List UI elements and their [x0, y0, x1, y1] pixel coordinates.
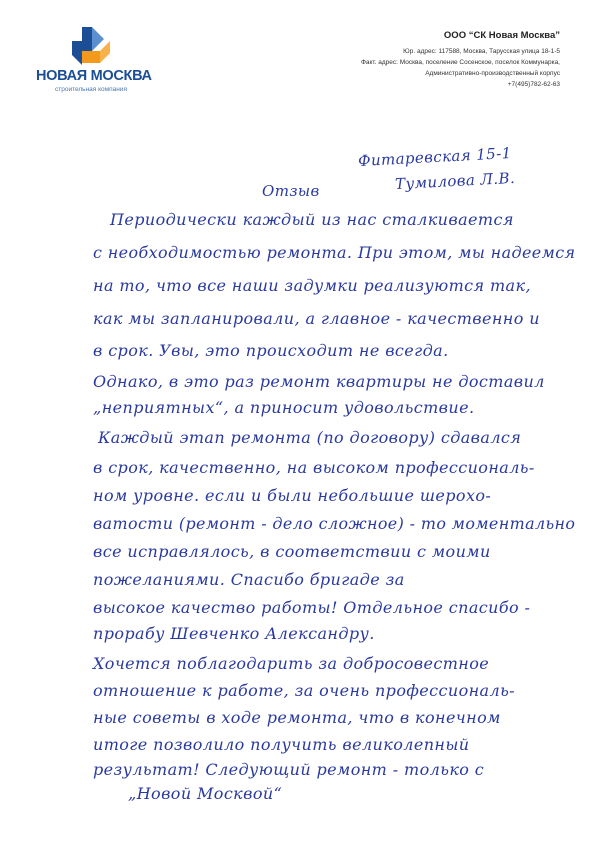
actual-address-cont: Административно-производственный корпус [425, 70, 560, 77]
logo-subtitle: строительная компания [55, 86, 127, 93]
sender-name: Тумилова Л.В. [394, 168, 516, 194]
letter-line: отношение к работе, за очень профессиональ- [93, 681, 515, 700]
company-name: ООО “СК Новая Москва” [443, 30, 560, 41]
letter-line: „Новой Москвой“ [128, 784, 283, 803]
letter-line: ном уровне. если и были небольшие шерохо- [93, 486, 492, 505]
logo-mark-icon [70, 25, 112, 67]
logo-name: НОВАЯ МОСКВА [36, 68, 152, 84]
sender-address: Фитаревская 15-1 [357, 143, 512, 171]
letter-line: в срок. Увы, это происходит не всегда. [93, 341, 449, 360]
legal-address: Юр. адрес: 117588, Москва, Тарусская улица 18-1-5 [403, 48, 560, 55]
letter-line: пожеланиями. Спасибо бригаде за [93, 570, 405, 589]
letter-line: прорабу Шевченко Александру. [93, 624, 375, 643]
letter-line: Хочется поблагодарить за добросовестное [93, 654, 490, 673]
letter-line: результат! Следующий ремонт - только с [93, 760, 485, 779]
letter-line: как мы запланировали, а главное - качественно и [93, 309, 540, 328]
letter-title: Отзыв [262, 182, 320, 200]
letter-line: Каждый этап ремонта (по договору) сдавался [98, 428, 522, 447]
letter-line: с необходимостью ремонта. При этом, мы надеемся [93, 243, 576, 262]
letter-line: итоге позволило получить великолепный [93, 735, 470, 754]
letter-line: все исправлялось, в соответствии с моими [93, 542, 491, 561]
letter-line: в срок, качественно, на высоком профессиональ- [93, 458, 535, 477]
letter-line: высокое качество работы! Отдельное спасибо - [93, 598, 531, 617]
letter-line: ватости (ремонт - дело сложное) - то моментально [93, 514, 576, 533]
company-logo [36, 25, 152, 100]
company-header [361, 30, 560, 90]
letter-line: „неприятных“, а приносит удовольствие. [93, 398, 475, 417]
actual-address: Факт. адрес: Москва, поселение Сосенское, поселок Коммунарка, [360, 59, 560, 66]
letter-line: ные советы в ходе ремонта, что в конечном [93, 708, 501, 727]
letter-line: Периодически каждый из нас сталкивается [110, 210, 514, 229]
letter-line: Однако, в это раз ремонт квартиры не доставил [93, 372, 545, 391]
company-phone: +7(495)782-62-63 [507, 81, 560, 88]
letter-line: на то, что все наши задумки реализуются так, [93, 276, 531, 295]
